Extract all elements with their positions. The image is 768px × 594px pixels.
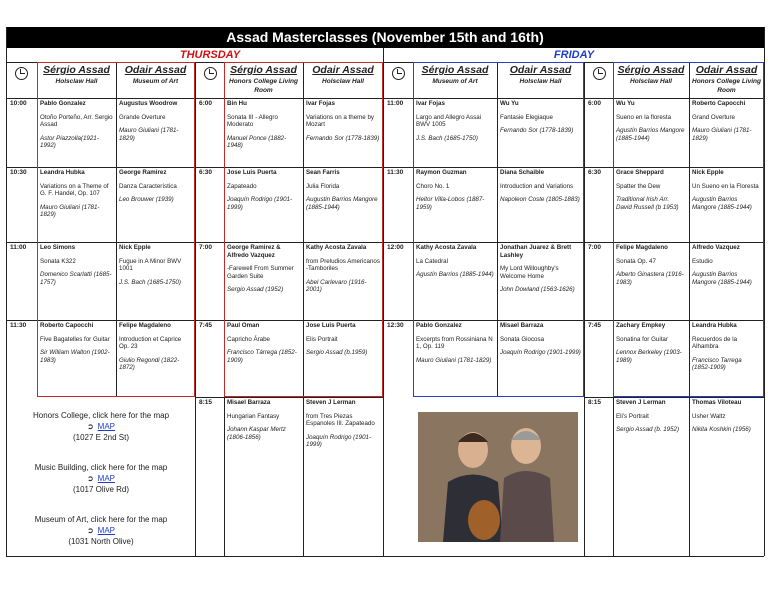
- page-title: Assad Masterclasses (November 15th and 16th): [6, 27, 764, 48]
- map-link-block: [8, 462, 194, 506]
- piece-title: Hungarian Fantasy: [227, 412, 280, 420]
- composer: Joaquín Rodrigo (1901-1999): [227, 196, 293, 211]
- piece-title: Sonata K322: [40, 257, 76, 265]
- student-name: Paul Oman: [227, 322, 260, 329]
- time-slot: 11:00: [10, 244, 27, 251]
- arrow-icon: ➲: [86, 474, 94, 483]
- piece-title: Otoño Porteño, Arr. Sergio Assad: [40, 113, 113, 129]
- student-name: Roberto Capocchi: [40, 322, 94, 329]
- piece-title: Excerpts from Rossiniana N 1, Op. 119: [416, 335, 493, 351]
- student-name: Misael Barraza: [500, 322, 544, 329]
- piece-title: Introduction and Variations: [500, 182, 574, 190]
- composer: Heitor Villa-Lobos (1887-1959): [416, 196, 485, 211]
- student-name: Alfredo Vazquez: [692, 244, 740, 251]
- friday-evening-frame: [613, 62, 764, 397]
- venue-name: Holsclaw Hall: [519, 78, 562, 85]
- student-name: Wu Yu: [616, 100, 635, 107]
- composer: Mauro Giuliani (1781-1829): [692, 127, 752, 142]
- grid-line: [584, 62, 585, 556]
- composer: Johann Kaspar Mertz (1806-1856): [227, 426, 286, 441]
- composer: Domenico Scarlatti (1685-1757): [40, 271, 112, 286]
- composer: Mauro Giuliani (1781-1829): [119, 127, 179, 142]
- student-name: Jose Luis Puerta: [306, 322, 356, 329]
- student-name: Bin Hu: [227, 100, 247, 107]
- performer-name: Odair Assad: [312, 64, 374, 76]
- composer: Fernando Sor (1778-1839): [500, 127, 574, 135]
- student-name: Misael Barraza: [227, 399, 271, 406]
- friday-morning-frame: [413, 62, 584, 397]
- performer-name: Odair Assad: [695, 64, 758, 76]
- student-name: Roberto Capocchi: [692, 100, 746, 107]
- piece-title: Sueno en la floresta: [616, 113, 672, 121]
- composer: Francisco Tárrega (1852-1909): [227, 349, 297, 364]
- composer: Sergio Assad (1952): [227, 286, 284, 294]
- student-name: Grace Sheppard: [616, 169, 664, 176]
- time-slot: 8:15: [199, 399, 213, 406]
- assad-brothers-photo: [418, 412, 578, 542]
- venue-name: Museum of Art: [132, 78, 179, 85]
- piece-title: Zapateado: [227, 182, 257, 190]
- composer: Sir William Walton (1902-1983): [40, 349, 110, 364]
- arrow-icon: ➲: [86, 526, 94, 535]
- venue-name: Honors College Living Room: [229, 78, 298, 94]
- day-label-thursday: THURSDAY: [179, 49, 241, 61]
- composer: Sergio Assad (b. 1952): [616, 426, 680, 434]
- time-slot: 11:00: [387, 100, 404, 107]
- composer: Giulio Regondi (1822-1872): [119, 356, 180, 372]
- time-slot: 7:00: [199, 244, 213, 251]
- student-name: Wu Yu: [500, 100, 519, 107]
- performer-name: Sérgio Assad: [230, 64, 297, 76]
- piece-title: Spatter the Dew: [616, 182, 661, 190]
- piece-title: Introduction et Caprice Op. 23: [119, 335, 182, 351]
- performer-name: Odair Assad: [124, 64, 187, 76]
- time-slot: 7:45: [588, 322, 602, 329]
- student-name: Steven J Lerman: [616, 399, 666, 406]
- student-name: Nick Epple: [119, 244, 151, 251]
- student-name: Leandra Hubka: [40, 169, 85, 176]
- piece-title: Usher Waltz: [692, 412, 726, 420]
- time-slot: 11:30: [10, 322, 27, 329]
- venue-name: Museum of Art: [432, 78, 478, 85]
- composer: Napoleon Coste (1805-1883): [500, 196, 580, 204]
- time-slot: 6:30: [199, 169, 213, 176]
- thursday-evening-frame: [224, 62, 383, 397]
- clock-icon: [204, 67, 217, 80]
- performer-name: Sérgio Assad: [421, 64, 489, 76]
- student-name: Felipe Magdaleno: [119, 322, 171, 329]
- student-name: Kathy Acosta Zavala: [306, 244, 367, 251]
- composer: Augustin Barrios Mangore (1885-1944): [692, 271, 752, 286]
- address: (1031 North Olive): [68, 537, 134, 546]
- time-slot: 6:30: [588, 169, 602, 176]
- student-name: Leandra Hubka: [692, 322, 737, 329]
- piece-title: Sonatina for Guitar: [616, 335, 668, 343]
- map-link-block: [8, 410, 194, 454]
- composer: Joaquín Rodrigo (1901-1999): [500, 349, 581, 357]
- piece-title: from Preludios Americanos -Tamboriles: [306, 257, 380, 273]
- time-slot: 12:30: [387, 322, 404, 329]
- venue-name: Honors College Living Room: [692, 78, 761, 94]
- piece-title: Estudio: [692, 257, 713, 265]
- composer: Abel Carlevaro (1916-2001): [306, 278, 367, 294]
- composer: Augustin Barrios Mangore (1885-1944): [692, 196, 752, 211]
- piece-title: Variations on a Theme of G. F. Handel, Op. 107: [40, 182, 109, 198]
- performer-name: Sérgio Assad: [617, 64, 685, 76]
- grid-border: [764, 27, 765, 556]
- location-label: Honors College, click here for the map: [32, 411, 170, 420]
- piece-title: Choro No. 1: [416, 182, 450, 190]
- time-slot: 11:30: [387, 169, 404, 176]
- composer: Astor Piazzolla(1921-1992): [40, 134, 99, 150]
- student-name: Jonathan Juarez & Brett Lashley: [500, 244, 572, 259]
- time-slot: 6:00: [199, 100, 213, 107]
- composer: Mauro Giuliani (1781-1829): [416, 356, 492, 364]
- clock-icon: [593, 67, 606, 80]
- composer: Agustín Barrios Mangore (1885-1944): [616, 127, 685, 142]
- time-slot: 7:00: [588, 244, 602, 251]
- student-name: Ivar Fojas: [306, 100, 335, 107]
- composer: Sergio Assad (b.1959): [306, 349, 368, 357]
- performer-name: Sérgio Assad: [43, 64, 110, 76]
- composer: J.S. Bach (1685-1750): [119, 278, 181, 286]
- lesson-cell: [224, 397, 303, 556]
- time-slot: 10:30: [10, 169, 27, 176]
- piece-title: Variations on a theme by Mozart: [306, 113, 374, 129]
- piece-title: Five Bagatelles for Guitar: [40, 335, 110, 343]
- composer: Leo Brouwer (1939): [119, 196, 174, 204]
- piece-title: Largo and Allegro Assai BWV 1005: [416, 113, 482, 129]
- performer-name: Odair Assad: [509, 64, 572, 76]
- map-link[interactable]: MAP: [97, 526, 116, 535]
- day-label-friday: FRIDAY: [553, 49, 595, 61]
- composer: Manuel Ponce (1882-1948): [227, 134, 287, 150]
- student-name: Zachary Empkey: [616, 322, 666, 329]
- time-slot: 10:00: [10, 100, 27, 107]
- piece-title: Sonata III - Allegro Moderato: [227, 113, 278, 129]
- composer: Traditional Irish Arr. David Russell (b 1953): [616, 196, 679, 211]
- student-name: Sean Farris: [306, 169, 340, 176]
- map-link-row[interactable]: [8, 525, 194, 536]
- composer: Augustin Barrios Mangore (1885-1944): [306, 196, 378, 211]
- student-name: George Ramirez: [119, 169, 167, 176]
- location-label: Museum of Art, click here for the map: [34, 515, 168, 524]
- thursday-morning-frame: [37, 62, 195, 397]
- lesson-cell: [303, 397, 383, 556]
- student-name: Thomas Viloteau: [692, 399, 742, 406]
- lesson-cell: [689, 397, 764, 556]
- student-name: Jose Luis Puerta: [227, 169, 277, 176]
- address: (1017 Olive Rd): [72, 485, 130, 494]
- piece-title: Elis Portrait: [306, 335, 338, 343]
- arrow-icon: ➲: [86, 422, 94, 431]
- time-slot: 7:45: [199, 322, 213, 329]
- piece-title: Recuerdos de la Alhambra: [692, 335, 738, 351]
- time-slot: 12:00: [387, 244, 404, 251]
- location-label: Music Building, click here for the map: [34, 463, 168, 472]
- piece-title: Julia Florida: [306, 182, 340, 190]
- piece-title: Un Sueno en la Floresta: [692, 182, 759, 190]
- piece-title: Fantasie Elegiaque: [500, 113, 553, 121]
- grid-line: [195, 62, 196, 556]
- map-link-row[interactable]: [8, 473, 194, 484]
- student-name: Ivar Fojas: [416, 100, 445, 107]
- piece-title: -Farewell From Summer Garden Suite: [227, 265, 294, 280]
- composer: Lennox Berkeley (1903-1989): [616, 349, 682, 364]
- student-name: Steven J Lerman: [306, 399, 356, 406]
- grid-line: [383, 48, 384, 556]
- piece-title: from Tres Piezas Espanoles III. Zapateado: [306, 412, 375, 428]
- composer: John Dowland (1563-1626): [500, 286, 575, 294]
- piece-title: La Catedral: [416, 257, 448, 265]
- student-name: Pablo Gonzalez: [40, 100, 86, 107]
- map-link-row[interactable]: [8, 421, 194, 432]
- piece-title: Danza Característica: [119, 182, 177, 190]
- composer: Fernando Sor (1778-1839): [306, 134, 380, 142]
- grid-border: [6, 27, 7, 62]
- student-name: Diana Schaible: [500, 169, 545, 176]
- composer: Mauro Giuliani (1781-1829): [40, 203, 100, 219]
- map-link[interactable]: MAP: [97, 422, 116, 431]
- student-name: Leo Simons: [40, 244, 76, 251]
- venue-name: Holsclaw Hall: [630, 78, 672, 85]
- lesson-cell: [613, 397, 689, 556]
- composer: Nikita Koshkin (1956): [692, 426, 751, 434]
- piece-title: Capricho Árabe: [227, 335, 270, 343]
- student-name: Raymon Guzman: [416, 169, 467, 176]
- grid-border: [6, 62, 7, 556]
- piece-title: Grande Overture: [119, 113, 166, 121]
- piece-title: My Lord Willoughby's Welcome Home: [500, 265, 559, 280]
- piece-title: Sonata Giocosa: [500, 335, 545, 343]
- student-name: Felipe Magdaleno: [616, 244, 668, 251]
- student-name: George Ramirez & Alfredo Vazquez: [227, 244, 281, 259]
- time-slot: 8:15: [588, 399, 602, 406]
- student-name: Kathy Acosta Zavala: [416, 244, 477, 251]
- student-name: Augustus Woodrow: [119, 100, 178, 107]
- map-link-block: [8, 514, 194, 558]
- student-name: Pablo Gonzalez: [416, 322, 462, 329]
- piece-title: Grand Overture: [692, 113, 735, 121]
- piece-title: Sonata Op. 47: [616, 257, 656, 265]
- address: (1027 E 2nd St): [72, 433, 130, 442]
- student-name: Nick Epple: [692, 169, 724, 176]
- venue-name: Holsclaw Hall: [55, 78, 98, 85]
- composer: Joaquín Rodrigo (1901-1999): [306, 433, 372, 449]
- clock-icon: [15, 67, 28, 80]
- time-slot: 6:00: [588, 100, 602, 107]
- composer: Alberto Ginastera (1916-1983): [616, 271, 684, 286]
- composer: Francisco Tarrega (1852-1909): [692, 356, 742, 372]
- venue-name: Holsclaw Hall: [322, 78, 364, 85]
- piece-title: Fugue in A Minor BWV 1001: [119, 257, 182, 273]
- composer: Agustín Barrios (1885-1944): [416, 271, 494, 279]
- composer: J.S. Bach (1685-1750): [416, 134, 478, 142]
- map-link[interactable]: MAP: [97, 474, 116, 483]
- clock-icon: [392, 67, 405, 80]
- piece-title: Eli's Portrait: [616, 412, 649, 420]
